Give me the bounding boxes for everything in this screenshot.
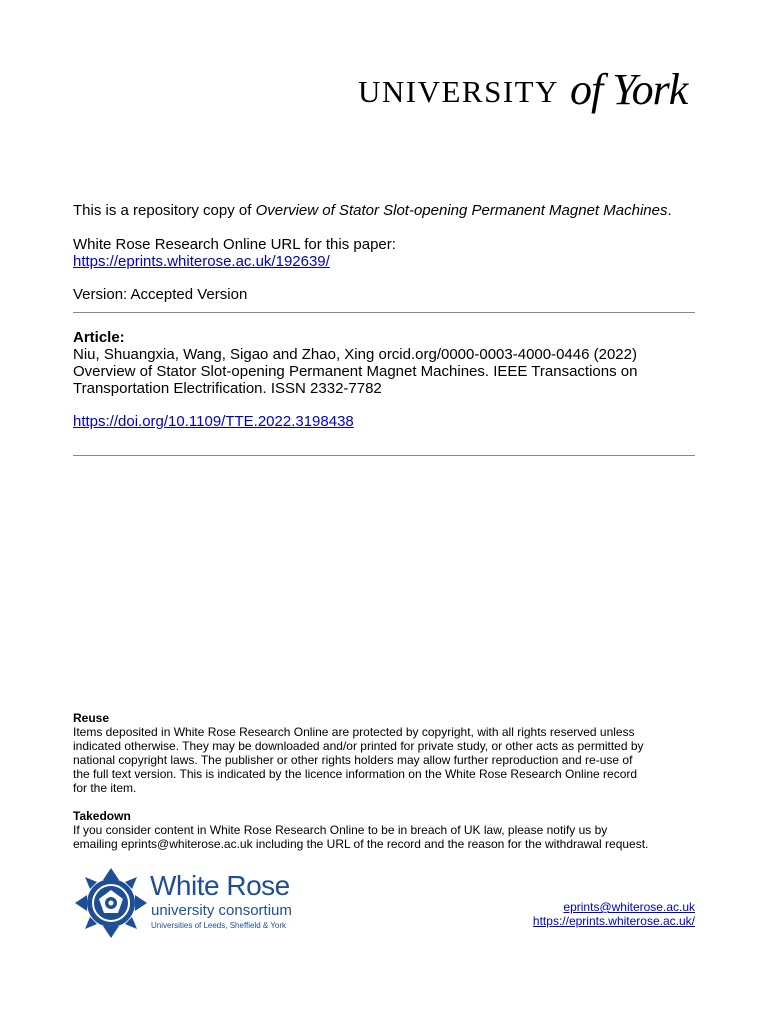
- white-rose-universities: Universities of Leeds, Sheffield & York: [151, 921, 287, 930]
- takedown-section: [73, 809, 698, 851]
- contact-links: [533, 900, 695, 928]
- reuse-section: [73, 711, 698, 795]
- white-rose-subtitle: university consortium: [151, 902, 292, 919]
- version-line: Version: Accepted Version: [73, 286, 248, 303]
- article-heading: Article:: [73, 329, 125, 346]
- doi-link[interactable]: https://doi.org/10.1109/TTE.2022.3198438: [73, 413, 354, 430]
- reuse-line1: Items deposited in White Rose Research Online are protected by copyright, with all rights reserved unless: [73, 725, 635, 739]
- reuse-line3: national copyright laws. The publisher or other rights holders may allow further reproduction and re-use of: [73, 753, 633, 767]
- article-citation-line3: Transportation Electrification. ISSN 2332-7782: [73, 380, 382, 397]
- reuse-heading: Reuse: [73, 711, 110, 725]
- email-link[interactable]: eprints@whiterose.ac.uk: [563, 900, 695, 914]
- white-rose-logo: [73, 866, 297, 940]
- reuse-line4: the full text version. This is indicated by the licence information on the White Rose Research Online record: [73, 767, 638, 781]
- url-section: [73, 236, 698, 270]
- takedown-line1: If you consider content in White Rose Research Online to be in breach of UK law, please notify us by: [73, 823, 608, 837]
- intro-suffix: .: [667, 202, 672, 219]
- university-of-york-logo: [358, 66, 698, 122]
- site-link[interactable]: https://eprints.whiterose.ac.uk/: [532, 914, 695, 928]
- article-citation-line2: Overview of Stator Slot-opening Permanent Magnet Machines. IEEE Transactions on: [73, 363, 638, 380]
- doi-line: [73, 413, 698, 430]
- record-url-link[interactable]: https://eprints.whiterose.ac.uk/192639/: [73, 253, 330, 270]
- paper-title: Overview of Stator Slot-opening Permanent Magnet Machines: [255, 202, 668, 219]
- article-citation-line1: Niu, Shuangxia, Wang, Sigao and Zhao, Xing orcid.org/0000-0003-4000-0446 (2022): [73, 346, 637, 363]
- article-section: [73, 329, 698, 397]
- url-label: White Rose Research Online URL for this paper:: [73, 236, 396, 253]
- white-rose-title: White Rose: [150, 870, 290, 901]
- divider-bottom: [73, 455, 695, 456]
- intro-prefix: This is a repository copy of: [73, 202, 256, 219]
- reuse-line5: for the item.: [73, 781, 137, 795]
- takedown-heading: Takedown: [73, 809, 131, 823]
- takedown-line2: emailing eprints@whiterose.ac.uk including the URL of the record and the reason for the withdrawal request.: [73, 837, 649, 851]
- white-rose-emblem-icon: [73, 866, 149, 940]
- logo-word: UNIVERSITY: [358, 74, 559, 109]
- intro-line: [73, 202, 698, 219]
- logo-script: of York: [570, 65, 688, 114]
- reuse-line2: indicated otherwise. They may be downloaded and/or printed for private study, or other acts as permitted by: [73, 739, 644, 753]
- divider-top: [73, 312, 695, 313]
